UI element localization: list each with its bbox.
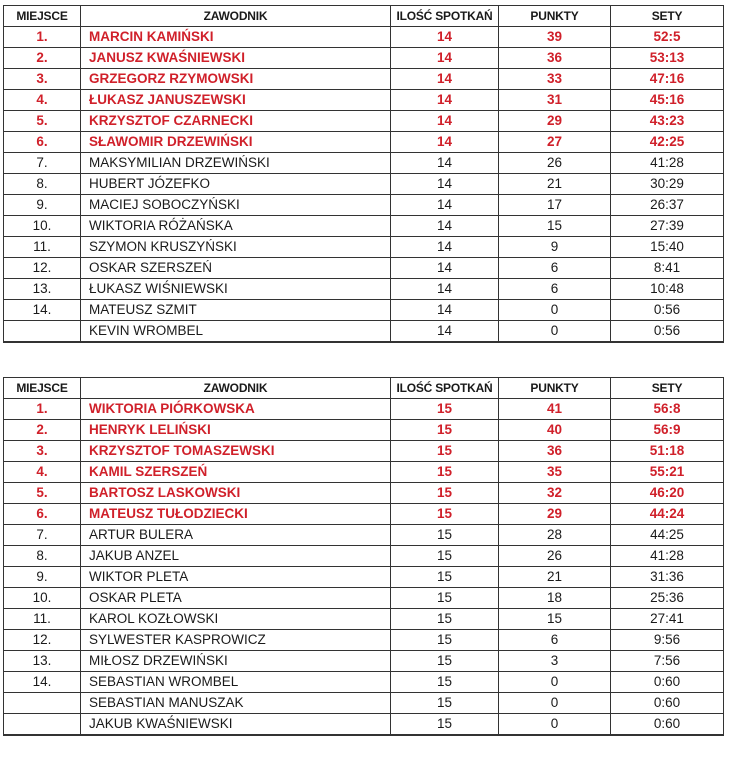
player-name-cell: KEVIN WROMBEL: [81, 321, 391, 343]
matches-cell: 15: [391, 546, 499, 567]
standings-table-1: [3, 5, 724, 343]
player-name-cell: JANUSZ KWAŚNIEWSKI: [81, 48, 391, 69]
table-row: [4, 399, 724, 420]
player-name-cell: KAMIL SZERSZEŃ: [81, 462, 391, 483]
sets-cell: 52:5: [611, 27, 724, 48]
place-cell: 11.: [4, 609, 81, 630]
points-cell: 6: [499, 258, 611, 279]
sets-cell: 53:13: [611, 48, 724, 69]
points-cell: 0: [499, 321, 611, 343]
table-row: [4, 630, 724, 651]
matches-cell: 15: [391, 441, 499, 462]
table-row: [4, 420, 724, 441]
sets-cell: 7:56: [611, 651, 724, 672]
player-name-cell: MATEUSZ TUŁODZIECKI: [81, 504, 391, 525]
matches-cell: 15: [391, 483, 499, 504]
place-cell: 12.: [4, 630, 81, 651]
sets-cell: 41:28: [611, 153, 724, 174]
place-cell: 5.: [4, 483, 81, 504]
player-name-cell: OSKAR PLETA: [81, 588, 391, 609]
sets-cell: 56:8: [611, 399, 724, 420]
player-name-cell: SEBASTIAN MANUSZAK: [81, 693, 391, 714]
points-cell: 0: [499, 300, 611, 321]
player-name-cell: SEBASTIAN WROMBEL: [81, 672, 391, 693]
player-name-cell: WIKTORIA RÓŻAŃSKA: [81, 216, 391, 237]
matches-cell: 14: [391, 279, 499, 300]
matches-cell: 15: [391, 525, 499, 546]
points-cell: 36: [499, 48, 611, 69]
sets-cell: 26:37: [611, 195, 724, 216]
place-cell: 14.: [4, 300, 81, 321]
header-points: PUNKTY: [499, 378, 611, 399]
points-cell: 29: [499, 504, 611, 525]
sets-cell: 0:56: [611, 300, 724, 321]
points-cell: 33: [499, 69, 611, 90]
matches-cell: 14: [391, 69, 499, 90]
standings-table-2: [3, 377, 724, 736]
place-cell: 4.: [4, 90, 81, 111]
points-cell: 0: [499, 714, 611, 736]
player-name-cell: JAKUB ANZEL: [81, 546, 391, 567]
player-name-cell: KRZYSZTOF TOMASZEWSKI: [81, 441, 391, 462]
points-cell: 26: [499, 546, 611, 567]
points-cell: 0: [499, 693, 611, 714]
place-cell: 1.: [4, 27, 81, 48]
matches-cell: 14: [391, 111, 499, 132]
table-row: [4, 48, 724, 69]
header-place: MIEJSCE: [4, 6, 81, 27]
player-name-cell: HUBERT JÓZEFKO: [81, 174, 391, 195]
sets-cell: 44:25: [611, 525, 724, 546]
place-cell: 10.: [4, 216, 81, 237]
header-name: ZAWODNIK: [81, 6, 391, 27]
place-cell: 10.: [4, 588, 81, 609]
sets-cell: 9:56: [611, 630, 724, 651]
matches-cell: 15: [391, 420, 499, 441]
place-cell: 14.: [4, 672, 81, 693]
table-row: [4, 546, 724, 567]
table-row: [4, 195, 724, 216]
table-row: [4, 258, 724, 279]
table-row: [4, 525, 724, 546]
sets-cell: 25:36: [611, 588, 724, 609]
place-cell: [4, 693, 81, 714]
table-row: [4, 216, 724, 237]
header-points: PUNKTY: [499, 6, 611, 27]
table-row: [4, 462, 724, 483]
table-row: [4, 321, 724, 343]
player-name-cell: MACIEJ SOBOCZYŃSKI: [81, 195, 391, 216]
matches-cell: 15: [391, 609, 499, 630]
points-cell: 41: [499, 399, 611, 420]
table-row: [4, 69, 724, 90]
player-name-cell: ŁUKASZ WIŚNIEWSKI: [81, 279, 391, 300]
matches-cell: 14: [391, 216, 499, 237]
header-row: [4, 6, 724, 27]
header-sets: SETY: [611, 378, 724, 399]
place-cell: 6.: [4, 504, 81, 525]
place-cell: 9.: [4, 567, 81, 588]
place-cell: 3.: [4, 441, 81, 462]
table-row: [4, 111, 724, 132]
points-cell: 31: [499, 90, 611, 111]
matches-cell: 14: [391, 195, 499, 216]
matches-cell: 14: [391, 237, 499, 258]
table-row: [4, 672, 724, 693]
sets-cell: 0:60: [611, 672, 724, 693]
points-cell: 3: [499, 651, 611, 672]
sets-cell: 56:9: [611, 420, 724, 441]
table-row: [4, 279, 724, 300]
points-cell: 6: [499, 630, 611, 651]
points-cell: 21: [499, 567, 611, 588]
matches-cell: 14: [391, 258, 499, 279]
header-sets: SETY: [611, 6, 724, 27]
player-name-cell: SŁAWOMIR DRZEWIŃSKI: [81, 132, 391, 153]
table-row: [4, 90, 724, 111]
matches-cell: 15: [391, 504, 499, 525]
sets-cell: 46:20: [611, 483, 724, 504]
player-name-cell: WIKTOR PLETA: [81, 567, 391, 588]
table-row: [4, 153, 724, 174]
points-cell: 15: [499, 216, 611, 237]
player-name-cell: OSKAR SZERSZEŃ: [81, 258, 391, 279]
sets-cell: 45:16: [611, 90, 724, 111]
points-cell: 32: [499, 483, 611, 504]
points-cell: 17: [499, 195, 611, 216]
matches-cell: 15: [391, 588, 499, 609]
place-cell: 1.: [4, 399, 81, 420]
sets-cell: 0:60: [611, 714, 724, 736]
place-cell: 3.: [4, 69, 81, 90]
table-row: [4, 651, 724, 672]
table-body: [4, 27, 724, 343]
place-cell: 12.: [4, 258, 81, 279]
place-cell: 6.: [4, 132, 81, 153]
place-cell: 11.: [4, 237, 81, 258]
sets-cell: 44:24: [611, 504, 724, 525]
place-cell: 2.: [4, 48, 81, 69]
matches-cell: 14: [391, 90, 499, 111]
matches-cell: 14: [391, 27, 499, 48]
sets-cell: 15:40: [611, 237, 724, 258]
place-cell: [4, 714, 81, 736]
player-name-cell: ŁUKASZ JANUSZEWSKI: [81, 90, 391, 111]
points-cell: 39: [499, 27, 611, 48]
player-name-cell: WIKTORIA PIÓRKOWSKA: [81, 399, 391, 420]
matches-cell: 14: [391, 174, 499, 195]
place-cell: 8.: [4, 174, 81, 195]
points-cell: 28: [499, 525, 611, 546]
player-name-cell: KAROL KOZŁOWSKI: [81, 609, 391, 630]
table-body: [4, 399, 724, 736]
header-place: MIEJSCE: [4, 378, 81, 399]
matches-cell: 15: [391, 462, 499, 483]
table-row: [4, 609, 724, 630]
matches-cell: 15: [391, 714, 499, 736]
place-cell: 5.: [4, 111, 81, 132]
place-cell: 13.: [4, 651, 81, 672]
player-name-cell: MIŁOSZ DRZEWIŃSKI: [81, 651, 391, 672]
points-cell: 9: [499, 237, 611, 258]
player-name-cell: MAKSYMILIAN DRZEWIŃSKI: [81, 153, 391, 174]
player-name-cell: MATEUSZ SZMIT: [81, 300, 391, 321]
matches-cell: 15: [391, 651, 499, 672]
sets-cell: 27:39: [611, 216, 724, 237]
matches-cell: 15: [391, 693, 499, 714]
player-name-cell: SYLWESTER KASPROWICZ: [81, 630, 391, 651]
matches-cell: 15: [391, 630, 499, 651]
player-name-cell: SZYMON KRUSZYŃSKI: [81, 237, 391, 258]
matches-cell: 15: [391, 567, 499, 588]
table-row: [4, 567, 724, 588]
player-name-cell: GRZEGORZ RZYMOWSKI: [81, 69, 391, 90]
points-cell: 36: [499, 441, 611, 462]
player-name-cell: JAKUB KWAŚNIEWSKI: [81, 714, 391, 736]
place-cell: 4.: [4, 462, 81, 483]
sets-cell: 30:29: [611, 174, 724, 195]
matches-cell: 15: [391, 399, 499, 420]
sets-cell: 47:16: [611, 69, 724, 90]
player-name-cell: ARTUR BULERA: [81, 525, 391, 546]
player-name-cell: MARCIN KAMIŃSKI: [81, 27, 391, 48]
sets-cell: 43:23: [611, 111, 724, 132]
points-cell: 27: [499, 132, 611, 153]
sets-cell: 10:48: [611, 279, 724, 300]
table-row: [4, 714, 724, 736]
player-name-cell: HENRYK LELIŃSKI: [81, 420, 391, 441]
sets-cell: 55:21: [611, 462, 724, 483]
matches-cell: 14: [391, 132, 499, 153]
points-cell: 29: [499, 111, 611, 132]
points-cell: 26: [499, 153, 611, 174]
points-cell: 18: [499, 588, 611, 609]
place-cell: 13.: [4, 279, 81, 300]
place-cell: 2.: [4, 420, 81, 441]
header-row: [4, 378, 724, 399]
table-row: [4, 237, 724, 258]
points-cell: 6: [499, 279, 611, 300]
table-row: [4, 132, 724, 153]
matches-cell: 14: [391, 321, 499, 343]
sets-cell: 8:41: [611, 258, 724, 279]
points-cell: 40: [499, 420, 611, 441]
table-row: [4, 300, 724, 321]
place-cell: 8.: [4, 546, 81, 567]
place-cell: 7.: [4, 153, 81, 174]
points-cell: 15: [499, 609, 611, 630]
points-cell: 35: [499, 462, 611, 483]
points-cell: 21: [499, 174, 611, 195]
place-cell: 9.: [4, 195, 81, 216]
sets-cell: 41:28: [611, 546, 724, 567]
player-name-cell: KRZYSZTOF CZARNECKI: [81, 111, 391, 132]
table-row: [4, 441, 724, 462]
sets-cell: 31:36: [611, 567, 724, 588]
table-row: [4, 27, 724, 48]
player-name-cell: BARTOSZ LASKOWSKI: [81, 483, 391, 504]
matches-cell: 14: [391, 300, 499, 321]
table-row: [4, 588, 724, 609]
header-matches: ILOŚĆ SPOTKAŃ: [391, 378, 499, 399]
sets-cell: 0:60: [611, 693, 724, 714]
table-row: [4, 693, 724, 714]
sets-cell: 42:25: [611, 132, 724, 153]
header-matches: ILOŚĆ SPOTKAŃ: [391, 6, 499, 27]
sets-cell: 0:56: [611, 321, 724, 343]
table-row: [4, 174, 724, 195]
sets-cell: 51:18: [611, 441, 724, 462]
place-cell: [4, 321, 81, 343]
matches-cell: 14: [391, 153, 499, 174]
sets-cell: 27:41: [611, 609, 724, 630]
matches-cell: 14: [391, 48, 499, 69]
points-cell: 0: [499, 672, 611, 693]
place-cell: 7.: [4, 525, 81, 546]
matches-cell: 15: [391, 672, 499, 693]
table-row: [4, 504, 724, 525]
header-name: ZAWODNIK: [81, 378, 391, 399]
table-row: [4, 483, 724, 504]
